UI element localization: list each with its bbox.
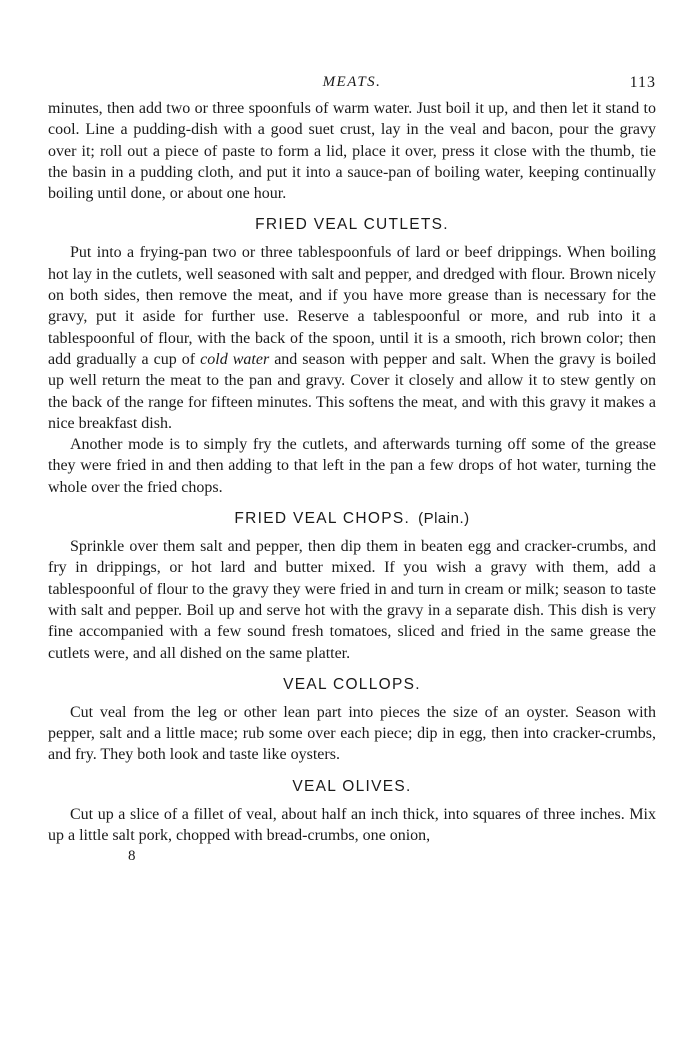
page-number: 113: [629, 74, 656, 91]
printer-signature-mark: 8: [128, 848, 136, 865]
continued-paragraph: minutes, then add two or three spoonfuls of warm water. Just boil it up, and then let it stand to cool. Line a pudding-dish with a good suet crust, lay in the veal and bacon, pour the gravy over it; roll out a piece of paste to form a lid, place it over, press it close with the thumb, tie the basin in a pudding cloth, and put it into a sauce-pan of boiling water, keeping continually boiling until done, or about one hour.: [48, 100, 656, 203]
heading-text: FRIED VEAL CHOPS.: [234, 510, 411, 528]
paragraph-veal-collops: Cut veal from the leg or other lean part into pieces the size of an oyster. Season with pepper, salt and a little mace; rub some over each piece; dip in egg, then into cracker-crumbs, and fry. They both look and taste like oysters.: [48, 703, 656, 764]
heading-note: (Plain.): [418, 510, 470, 528]
text-run: Put into a frying-pan two or three tablespoonfuls of lard or beef drippings. When boiling hot lay in the cutlets, well seasoned with salt and pepper, and dredged with flour. Brown nicely on both sides, then remove the meat, and if you have more grease than is necessary for the gravy, put it aside for further use. Reserve a tablespoonful or more, and rub into it a tablespoonful of flour, with the back of the spoon, until it is a smooth, rich brown color; then add gradually a cup of: [48, 244, 656, 368]
paragraph-fried-veal-cutlets-1: [48, 242, 656, 434]
paragraph-fried-veal-cutlets-2: Another mode is to simply fry the cutlets, and afterwards turning off some of the grease they were fried in and then adding to that left in the pan a few drops of hot water, turning the whole over the fried chops.: [48, 436, 656, 496]
text-run: and season with pepper and salt. When the gravy is boiled up well return the meat to the pan and gravy. Cover it closely and allow it to stew gently on the back of the range for fifteen minutes. This softens the meat, and with this gravy it makes a nice breakfast dish.: [48, 350, 656, 432]
section-heading-fried-veal-cutlets: FRIED VEAL CUTLETS.: [255, 216, 449, 234]
section-heading-fried-veal-chops: [48, 510, 656, 528]
running-header: [48, 70, 656, 98]
italic-text-run: cold water: [200, 350, 270, 368]
section-heading-veal-collops: VEAL COLLOPS.: [283, 675, 421, 693]
book-page: [48, 70, 656, 865]
paragraph-veal-olives: Cut up a slice of a fillet of veal, about half an inch thick, into squares of three inches. Mix up a little salt pork, chopped with bread-crumbs, one onion,: [48, 805, 656, 845]
running-title: MEATS.: [322, 74, 382, 90]
paragraph-fried-veal-chops: Sprinkle over them salt and pepper, then dip them in beaten egg and cracker-crumbs, and fry in drippings, or hot lard and butter mixed. If you wish a gravy with them, add a tablespoonful of flour to the gravy they were fried in and turn in cream or milk; season to taste with salt and pepper. Boil up and serve hot with the gravy in a separate dish. This dish is very fine accompanied with a few sound fresh tomatoes, sliced and fried in the same grease the cutlets were, and all dished on the same platter.: [48, 538, 656, 662]
section-heading-veal-olives: VEAL OLIVES.: [292, 777, 412, 795]
